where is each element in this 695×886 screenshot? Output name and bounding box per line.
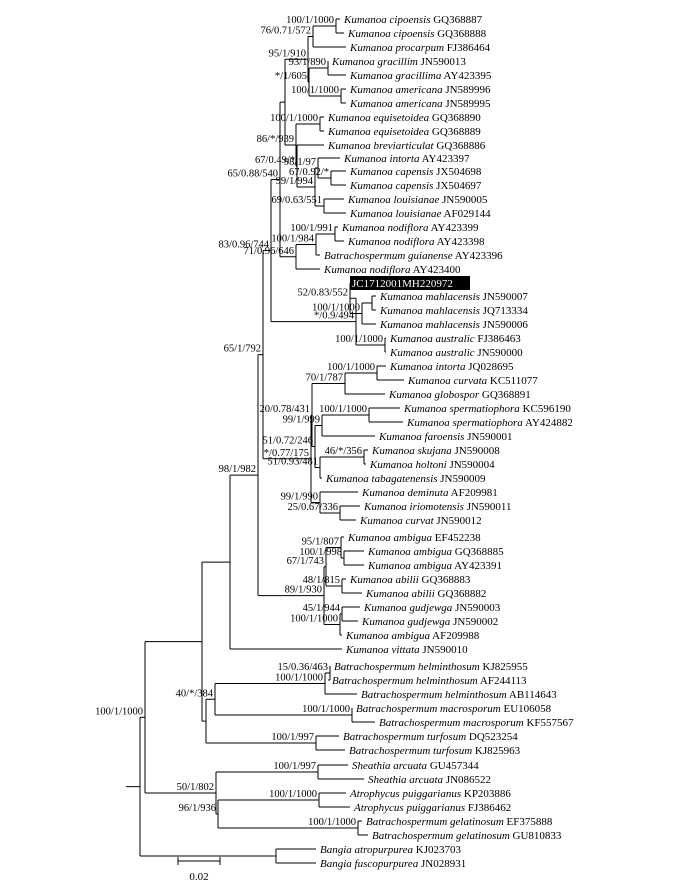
tip-label [389, 361, 514, 373]
tip-accession: GQ368885 [452, 546, 504, 558]
tip-label [366, 816, 553, 828]
tip-accession: GU457344 [427, 760, 479, 772]
tip-taxon-name: Kumanoa vittata [346, 644, 420, 656]
tip-label [361, 616, 498, 628]
tip-accession: JN590006 [479, 319, 528, 331]
tip-accession: JQ028695 [465, 361, 514, 373]
tip-label [349, 42, 491, 54]
support-label: 100/1/1000 [302, 704, 350, 715]
tip-taxon-name: Kumanoa skujana [372, 445, 452, 457]
tip-label [341, 222, 479, 234]
support-label: 100/1/1000 [312, 302, 360, 314]
support-label: 15/0.36/463 [277, 662, 328, 673]
tip-label [349, 208, 491, 220]
tip-label [388, 389, 531, 401]
tip-label [389, 347, 523, 359]
tip-label [320, 858, 466, 870]
tip-accession: AY423398 [434, 236, 485, 248]
support-label: 99/1/999 [282, 414, 320, 426]
tip-taxon-name: Kumanoa mahlacensis [380, 291, 480, 303]
tip-taxon-name: Kumanoa cipoensis [344, 14, 431, 26]
tip-taxon-name: Kumanoa capensis [350, 180, 434, 192]
support-label: 98/1/982 [218, 464, 256, 476]
support-label: 67/1/743 [286, 555, 324, 567]
tip-accession: JN590010 [419, 644, 468, 656]
tip-accession: FJ386462 [465, 802, 512, 814]
support-label: 51/0.72/246 [262, 435, 313, 447]
support-label: 67/0.49/* [255, 155, 295, 166]
tip-taxon-name: Kumanoa equisetoidea [328, 112, 430, 124]
tip-label [349, 180, 482, 192]
support-label: 65/1/792 [223, 343, 261, 355]
tip-label [343, 731, 518, 743]
support-label: 100/1/1000 [335, 334, 383, 345]
support-label: 100/1/1000 [275, 672, 323, 684]
tip-taxon-name: Kumanoa procarpum [350, 42, 445, 54]
tip-taxon-name: Kumanoa australic [390, 347, 475, 359]
tip-taxon-name: Kumanoa faroensis [379, 431, 465, 443]
tip-accession: JN590009 [437, 473, 486, 485]
support-label: 100/1/1000 [291, 85, 339, 96]
tip-taxon-name: Batrachospermum helminthosum [334, 661, 480, 673]
tip-label [353, 802, 511, 814]
support-label: 86/*/939 [256, 134, 294, 145]
scale-bar [178, 857, 220, 883]
tip-taxon-name: Kumanoa ambigua [346, 630, 431, 642]
tip-taxon-name: Batrachospermum gelatinosum [366, 816, 504, 828]
tip-label [365, 588, 486, 600]
tip-taxon-name: Kumanoa mahlacensis [380, 319, 480, 331]
support-label: 48/1/815 [302, 575, 340, 586]
tip-label [327, 140, 486, 152]
tip-taxon-name: Sheathia arcuata [368, 774, 444, 786]
tip-label [349, 745, 521, 757]
tip-taxon-name: Atrophycus puiggarianus [354, 802, 466, 814]
tip-accession: JN590005 [439, 194, 488, 206]
support-label: 100/1/997 [271, 732, 314, 743]
tip-label [403, 403, 571, 415]
support-label: 71/0.96/646 [243, 245, 294, 257]
tip-taxon-name: Batrachospermum macrosporum [379, 717, 524, 729]
support-label: 65/0.88/540 [227, 168, 278, 180]
tip-taxon-name: Kumanoa americana [350, 98, 443, 110]
tip-taxon-name: Kumanoa deminuta [362, 487, 449, 499]
tip-accession: GQ368891 [479, 389, 531, 401]
tip-taxon-name: Kumanoa gracillim [332, 56, 418, 68]
support-label: 25/0.67/336 [287, 502, 338, 513]
support-label: */0.77/175 [263, 447, 309, 459]
tip-taxon-name: Kumanoa tabagatenensis [326, 473, 438, 485]
tip-taxon-name: Kumanoa abilii [366, 588, 435, 600]
tip-label [407, 375, 538, 387]
tip-label [331, 56, 466, 68]
support-label: 100/1/991 [290, 223, 333, 234]
tip-accession: EU106058 [500, 703, 552, 715]
tip-label [349, 70, 492, 82]
tip-accession: GQ368888 [434, 28, 487, 40]
tip-accession: JN590001 [464, 431, 513, 443]
tip-accession: AY423397 [419, 153, 470, 165]
tip-taxon-name: Kumanoa breviarticulat [328, 140, 434, 152]
tip-label [349, 166, 482, 178]
tip-accession: FJ386463 [474, 333, 521, 345]
tip-accession: EF452238 [432, 532, 481, 544]
tip-label [327, 112, 481, 124]
tip-accession: KC511077 [487, 375, 538, 387]
tip-accession: GU810833 [509, 830, 562, 842]
tip-taxon-name: Atrophycus puiggarianus [350, 788, 462, 800]
tip-accession: KJ023703 [413, 844, 461, 856]
tip-label [343, 14, 483, 26]
tip-taxon-name: Batrachospermum helminthosum [332, 675, 478, 687]
tip-taxon-name: Kumanoa nodiflora [348, 236, 435, 248]
tip-taxon-name: Kumanoa mahlacensis [380, 305, 480, 317]
tip-taxon-name: Batrachospermum gelatinosum [372, 830, 510, 842]
tip-accession: AY423400 [410, 264, 461, 276]
tip-accession: AY423399 [428, 222, 479, 234]
tip-taxon-name: Kumanoa australic [390, 333, 475, 345]
tip-label [345, 630, 480, 642]
tip-label [343, 153, 470, 165]
support-label: 99/1/990 [280, 491, 318, 503]
tip-accession: JN590008 [451, 445, 500, 457]
support-label: 100/1/997 [273, 761, 316, 772]
tip-taxon-name: Kumanoa nodiflora [342, 222, 429, 234]
tip-taxon-name: Kumanoa globospor [389, 389, 480, 401]
tip-accession: JN590012 [433, 515, 482, 527]
support-label: 95/1/807 [301, 536, 339, 548]
support-label: 100/1/1000 [308, 817, 356, 828]
tip-taxon-name: Kumanoa ambigua [348, 532, 433, 544]
support-label: 40/*/384 [175, 688, 213, 700]
tip-accession: KP203886 [461, 788, 511, 800]
tip-accession: AY423391 [452, 560, 503, 572]
tip-accession: AB114643 [506, 689, 557, 701]
support-label: 100/1/1000 [319, 404, 367, 415]
tip-accession: FJ386464 [444, 42, 491, 54]
support-label: 100/1/1000 [286, 15, 334, 26]
tip-taxon-name: Kumanoa cipoensis [348, 28, 435, 40]
tip-label [324, 250, 503, 262]
tip-label [379, 305, 528, 317]
tip-taxon-name: Batrachospermum turfosum [343, 731, 467, 743]
tip-accession: JN086522 [443, 774, 492, 786]
tip-accession: AF029144 [441, 208, 491, 220]
highlight-taxon-label: JC1712001MH220972 [352, 278, 453, 290]
tip-accession: EF375888 [503, 816, 553, 828]
tip-label [327, 126, 481, 138]
tip-taxon-name: Kumanoa gudjewga [362, 616, 451, 628]
tip-label [323, 264, 461, 276]
tip-label [320, 844, 461, 856]
tip-accession: KC596190 [519, 403, 571, 415]
support-label: 67/0.92/* [289, 167, 329, 178]
tip-accession: AY424882 [522, 417, 573, 429]
tip-accession: GQ368883 [418, 574, 471, 586]
support-label: 51/0.93/481 [267, 456, 318, 468]
support-label: 76/0.71/572 [260, 25, 311, 37]
tip-accession: KJ825963 [472, 745, 521, 757]
support-label: 100/1/1000 [269, 789, 317, 800]
support-label: 46/*/356 [324, 446, 362, 457]
support-label: 99/1/994 [275, 176, 313, 187]
tip-label [361, 487, 498, 499]
tip-accession: AY423395 [441, 70, 492, 82]
tip-accession: JN590002 [450, 616, 499, 628]
tip-accession: KF557567 [523, 717, 574, 729]
tip-label [352, 760, 479, 772]
tip-taxon-name: Kumanoa intorta [344, 153, 420, 165]
tip-label [372, 830, 562, 842]
tip-label [379, 717, 574, 729]
tip-accession: AF209981 [448, 487, 498, 499]
tip-label [367, 560, 502, 572]
tip-accession: JN028931 [418, 858, 467, 870]
tip-label [349, 574, 471, 586]
tip-accession: JN590003 [452, 602, 501, 614]
tip-taxon-name: Kumanoa ambigua [368, 546, 453, 558]
tip-label [332, 675, 527, 687]
tip-label [368, 774, 491, 786]
tip-taxon-name: Kumanoa iriomotensis [364, 501, 464, 513]
tip-taxon-name: Kumanoa louisianae [348, 194, 440, 206]
tip-label [347, 532, 481, 544]
support-label: 83/0.96/744 [218, 239, 269, 251]
tip-label [325, 473, 486, 485]
tip-taxon-name: Kumanoa curvat [360, 515, 434, 527]
tip-accession: JX504698 [433, 166, 482, 178]
tip-label [363, 602, 501, 614]
tip-label [347, 236, 485, 248]
tip-label [378, 431, 512, 443]
tip-label [371, 445, 500, 457]
support-label: 95/1/910 [268, 48, 306, 60]
tip-taxon-name: Kumanoa capensis [350, 166, 434, 178]
tip-taxon-name: Sheathia arcuata [352, 760, 428, 772]
tip-label [367, 546, 504, 558]
tip-label [347, 28, 487, 40]
support-label: 50/1/802 [176, 782, 214, 793]
tip-taxon-name: Kumanoa gracillima [350, 70, 442, 82]
tip-label [369, 459, 495, 471]
tip-accession: JN590011 [463, 501, 512, 513]
tip-taxon-name: Bangia atropurpurea [320, 844, 413, 856]
tip-label [349, 84, 491, 96]
tip-accession: GQ368886 [433, 140, 486, 152]
tip-taxon-name: Kumanoa spermatiophora [407, 417, 523, 429]
tip-taxon-name: Kumanoa curvata [408, 375, 488, 387]
tip-labels [320, 14, 574, 870]
support-label: 45/1/944 [302, 603, 340, 614]
support-label: 98/1/97 [283, 157, 316, 168]
tip-label [356, 703, 552, 715]
support-label: 70/1/787 [305, 372, 343, 384]
support-label: */0.9/494 [314, 310, 354, 322]
tip-label [379, 291, 528, 303]
tip-taxon-name: Batrachospermum guianense [324, 250, 453, 262]
tip-taxon-name: Kumanoa spermatiophora [404, 403, 520, 415]
tip-accession: JN589995 [442, 98, 491, 110]
support-label: */1/605 [274, 71, 307, 82]
tip-taxon-name: Kumanoa louisianae [350, 208, 442, 220]
tip-label [379, 319, 528, 331]
tip-accession: JX504697 [433, 180, 482, 192]
tip-label [349, 98, 491, 110]
tip-accession: GQ368889 [429, 126, 481, 138]
tip-accession: JN590013 [417, 56, 466, 68]
tip-accession: JQ713334 [479, 305, 528, 317]
scale-bar-label: 0.02 [189, 871, 209, 883]
tip-label [349, 788, 511, 800]
tip-taxon-name: Kumanoa intorta [390, 361, 466, 373]
tip-taxon-name: Kumanoa holtoni [370, 459, 447, 471]
tip-accession: JN590007 [479, 291, 528, 303]
tip-label [406, 417, 573, 429]
support-label: 100/1/984 [271, 233, 314, 245]
tip-taxon-name: Bangia fuscopurpurea [320, 858, 419, 870]
support-label: 69/0.63/551 [271, 195, 322, 206]
tip-label [363, 501, 512, 513]
tip-label [347, 194, 488, 206]
tip-accession: JN590000 [474, 347, 523, 359]
support-label: 100/1/1000 [290, 613, 338, 625]
tip-taxon-name: Kumanoa gudjewga [364, 602, 453, 614]
tip-accession: GQ368890 [429, 112, 481, 124]
tip-label [345, 644, 468, 656]
support-label: 52/0.83/552 [297, 287, 348, 299]
tip-accession: JN589996 [442, 84, 491, 96]
tip-taxon-name: Kumanoa americana [350, 84, 443, 96]
tip-accession: AF244113 [477, 675, 527, 687]
tip-label [334, 661, 528, 673]
tip-accession: GQ368887 [430, 14, 483, 26]
support-label: 89/1/930 [284, 584, 322, 596]
tip-accession: AF209988 [430, 630, 480, 642]
tip-accession: KJ825955 [479, 661, 528, 673]
tip-label [359, 515, 482, 527]
tip-taxon-name: Kumanoa equisetoidea [328, 126, 430, 138]
support-label: 100/1/998 [299, 547, 342, 558]
tip-label [389, 333, 521, 345]
tip-taxon-name: Batrachospermum macrosporum [356, 703, 501, 715]
tip-accession: AY423396 [452, 250, 503, 262]
tip-label [361, 689, 557, 701]
tip-taxon-name: Kumanoa nodiflora [324, 264, 411, 276]
tip-taxon-name: Batrachospermum helminthosum [361, 689, 507, 701]
support-label: 100/1/1000 [270, 113, 318, 124]
support-label: 93/1/890 [288, 57, 326, 68]
support-label: 96/1/936 [178, 803, 216, 814]
support-label: 20/0.78/431 [259, 404, 310, 415]
tip-accession: DQ523254 [466, 731, 518, 743]
tip-taxon-name: Batrachospermum turfosum [349, 745, 473, 757]
tip-accession: JN590004 [446, 459, 495, 471]
tip-taxon-name: Kumanoa abilii [350, 574, 419, 586]
support-label: 100/1/1000 [95, 706, 143, 718]
tip-taxon-name: Kumanoa ambigua [368, 560, 453, 572]
tip-accession: GQ368882 [434, 588, 487, 600]
support-label: 100/1/1000 [327, 362, 375, 373]
